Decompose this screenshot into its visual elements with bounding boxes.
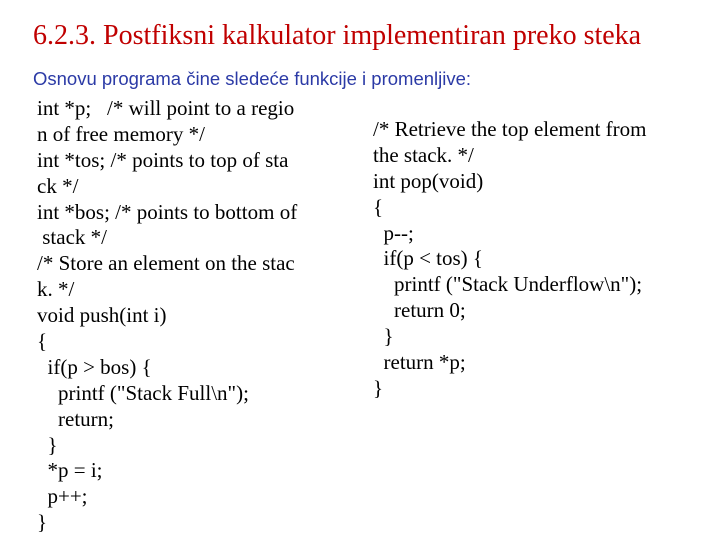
code-line: if(p > bos) { (37, 354, 152, 379)
code-line: int *bos; /* points to bottom of (37, 199, 298, 224)
code-line: p--; (373, 220, 414, 245)
code-line: int pop(void) (373, 168, 484, 193)
code-line: the stack. */ (373, 142, 474, 167)
code-line: p++; (37, 484, 88, 509)
code-line: printf ("Stack Underflow\n"); (373, 272, 643, 297)
code-line: /* Store an element on the stac (37, 251, 295, 276)
code-line: *p = i; (37, 458, 103, 483)
slide-subtitle: Osnovu programa čine sledeće funkcije i promenljive: (33, 68, 472, 89)
code-line: if(p < tos) { (373, 246, 483, 271)
code-line: } (37, 432, 58, 457)
code-line: return *p; (373, 350, 466, 375)
code-line: { (373, 194, 384, 219)
code-block-right (373, 117, 647, 402)
code-line: ck */ (37, 173, 79, 198)
code-line: } (373, 324, 394, 349)
code-line: } (37, 510, 48, 535)
code-line: n of free memory */ (37, 121, 205, 146)
slide-title: 6.2.3. Postfiksni kalkulator implementiran preko steka (33, 20, 642, 51)
code-line: return 0; (373, 298, 466, 323)
code-block-left (37, 96, 297, 536)
code-line: stack */ (37, 225, 107, 250)
code-line: k. */ (37, 277, 75, 302)
code-line: { (37, 329, 48, 354)
code-line: int *tos; /* points to top of sta (37, 147, 289, 172)
code-line: printf ("Stack Full\n"); (37, 380, 249, 405)
code-line: int *p; /* will point to a regio (37, 96, 295, 120)
code-line: /* Retrieve the top element from (373, 117, 647, 141)
code-line: void push(int i) (37, 303, 167, 328)
code-line: } (373, 375, 384, 400)
code-line: return; (37, 406, 114, 431)
